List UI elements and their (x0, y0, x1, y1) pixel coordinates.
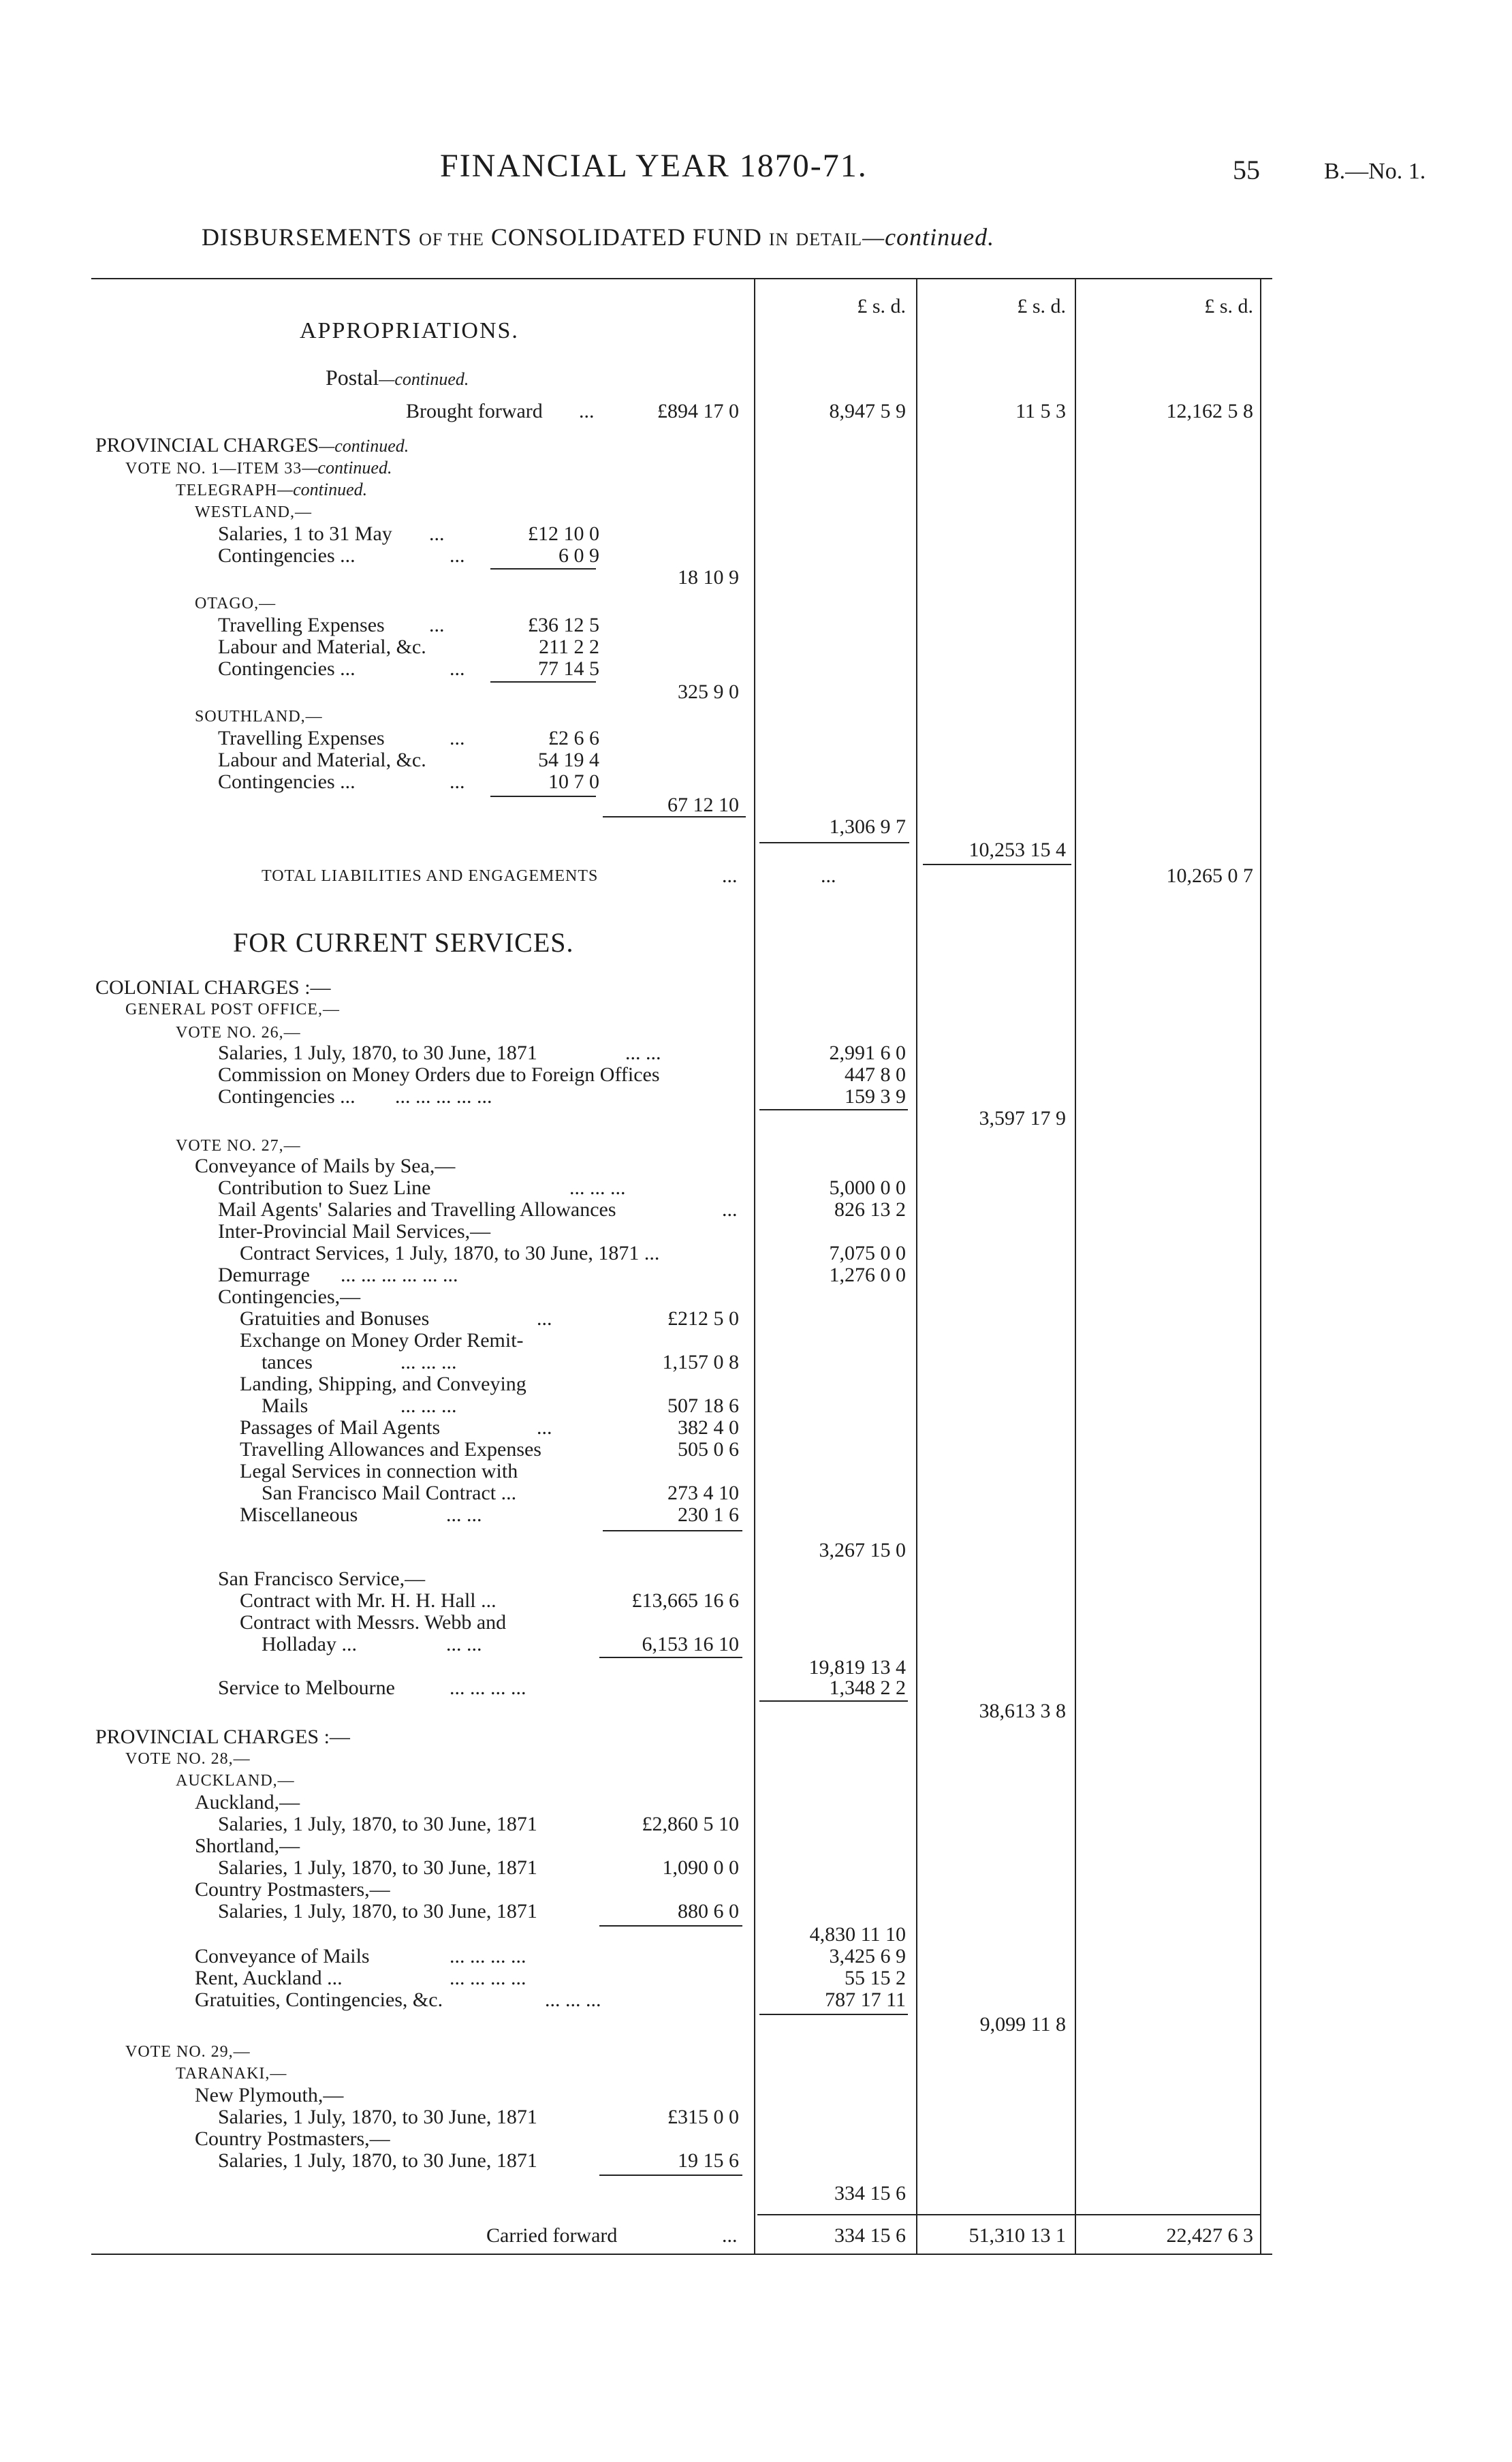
page-title: FINANCIAL YEAR 1870-71. (440, 148, 868, 184)
subtitle-of: OF THE (419, 230, 484, 249)
country-postmasters-heading: Country Postmasters,— (195, 1878, 390, 1901)
otago-labour-label: Labour and Material, &c. (218, 636, 426, 658)
carried-forward-col2: 51,310 13 1 (968, 2224, 1066, 2247)
mail-agents-dots: ... (722, 1198, 738, 1221)
v26-total: 3,597 17 9 (979, 1107, 1066, 1129)
vote-1-label: VOTE NO. 1—ITEM 33 (125, 460, 302, 478)
new-plymouth-salaries-value: £315 0 0 (667, 2106, 739, 2128)
melbourne-dots: ... ... ... ... (450, 1677, 526, 1699)
auckland-district-heading: AUCKLAND,— (176, 1772, 295, 1790)
column-rule-2 (916, 278, 917, 2254)
miscellaneous-label: Miscellaneous (240, 1503, 358, 1526)
conveyance-value: 3,425 6 9 (829, 1945, 906, 1967)
taranaki-subtotal: 334 15 6 (834, 2182, 906, 2204)
table-bottom-rule (91, 2254, 1272, 2255)
taranaki-country-salaries-label: Salaries, 1 July, 1870, to 30 June, 1871 (218, 2149, 537, 2172)
legal-value: 273 4 10 (667, 1482, 739, 1504)
rent-label: Rent, Auckland ... (195, 1967, 343, 1989)
subtitle-fund: CONSOLIDATED FUND (490, 223, 762, 251)
otago-rule (490, 681, 596, 683)
san-francisco-heading: San Francisco Service,— (218, 1568, 426, 1590)
auckland-subtotal: 4,830 11 10 (809, 1923, 906, 1946)
passages-dots: ... (537, 1416, 552, 1439)
v26-contingencies-dots: ... ... ... ... ... (395, 1085, 492, 1108)
westland-salaries-label: Salaries, 1 to 31 May (218, 523, 392, 545)
v27-rule (759, 1700, 908, 1702)
brought-forward-col1: 8,947 5 9 (829, 400, 906, 422)
suez-label: Contribution to Suez Line (218, 1177, 431, 1199)
carried-forward-rule (757, 2214, 1260, 2215)
travelling-allowances-value: 505 0 6 (678, 1438, 739, 1461)
legal-label-1: Legal Services in connection with (240, 1460, 518, 1482)
colonial-charges-heading: COLONIAL CHARGES :— (95, 976, 331, 999)
passages-value: 382 4 0 (678, 1416, 739, 1439)
otago-travelling-value: £36 12 5 (528, 614, 599, 636)
v28-rule (759, 2014, 908, 2015)
vote-1-heading (125, 456, 392, 480)
postal-label: Postal (326, 365, 379, 390)
conveyance-label: Conveyance of Mails (195, 1945, 370, 1967)
gratuities-contingencies-dots: ... ... ... (545, 1989, 601, 2011)
country-salaries-value: 880 6 0 (678, 1900, 739, 1922)
auckland-heading: Auckland,— (195, 1791, 300, 1813)
provincial-total-col1: 1,306 9 7 (829, 815, 906, 838)
vote-28-heading: VOTE NO. 28,— (125, 1750, 251, 1768)
otago-contingencies-value: 77 14 5 (538, 657, 599, 680)
contract-services-label: Contract Services, 1 July, 1870, to 30 June, 1871 ... (240, 1242, 660, 1264)
provincial-continued: —continued. (319, 436, 409, 456)
current-services-heading: FOR CURRENT SERVICES. (233, 927, 574, 958)
country-salaries-label: Salaries, 1 July, 1870, to 30 June, 1871 (218, 1900, 537, 1922)
conveyance-dots: ... ... ... ... (450, 1945, 526, 1967)
gpo-heading: GENERAL POST OFFICE,— (125, 1001, 341, 1018)
postal-heading (326, 367, 469, 390)
southland-travelling-value: £2 6 6 (548, 727, 599, 749)
hall-contract-value: £13,665 16 6 (631, 1589, 739, 1612)
column-rule-1 (754, 278, 755, 2254)
vote-26-heading (176, 1020, 301, 1044)
vote-27-heading (176, 1134, 301, 1157)
demurrage-dots: ... ... ... ... ... ... (341, 1264, 458, 1286)
westland-salaries-dots: ... (429, 523, 445, 545)
rent-value: 55 15 2 (845, 1967, 906, 1989)
postal-continued: —continued. (379, 369, 469, 389)
subtitle (202, 223, 995, 251)
sea-mails-heading: Conveyance of Mails by Sea,— (195, 1155, 456, 1177)
otago-total: 325 9 0 (678, 681, 739, 703)
webb-contract-label-1: Contract with Messrs. Webb and (240, 1611, 507, 1634)
contract-services-value: 7,075 0 0 (829, 1242, 906, 1264)
column-rule-4 (1260, 278, 1261, 2254)
table-top-rule (91, 278, 1272, 279)
mail-agents-value: 826 13 2 (834, 1198, 906, 1221)
travelling-allowances-label: Travelling Allowances and Expenses (240, 1438, 541, 1461)
v27-total: 38,613 3 8 (979, 1700, 1066, 1722)
westland-rule (490, 568, 596, 570)
vote-27-label: VOTE NO. 27,— (176, 1137, 301, 1155)
auckland-rule (599, 1925, 742, 1927)
gratuities-dots: ... (537, 1307, 552, 1330)
telegraph-heading (176, 478, 367, 501)
subtitle-continued: —continued. (862, 223, 995, 251)
vote-26-label: VOTE NO. 26,— (176, 1024, 301, 1042)
westland-contingencies-label: Contingencies ... (218, 544, 356, 567)
column-header-2: £ s. d. (1017, 295, 1066, 317)
provincial-total-rule (759, 842, 909, 843)
southland-contingencies-label: Contingencies ... (218, 770, 356, 793)
exchange-value: 1,157 0 8 (662, 1351, 739, 1373)
telegraph-subtotal-rule (603, 816, 746, 817)
column-rule-3 (1075, 278, 1076, 2254)
miscellaneous-value: 230 1 6 (678, 1503, 739, 1526)
san-francisco-rule (599, 1657, 742, 1658)
westland-contingencies-dots: ... (450, 544, 465, 567)
mail-agents-label: Mail Agents' Salaries and Travelling Allowances (218, 1198, 616, 1221)
landing-label-2: Mails (262, 1394, 309, 1417)
hall-contract-label: Contract with Mr. H. H. Hall ... (240, 1589, 497, 1612)
v26-commission-value: 447 8 0 (845, 1063, 906, 1086)
v26-salaries-label: Salaries, 1 July, 1870, to 30 June, 1871 (218, 1042, 537, 1064)
taranaki-country-salaries-value: 19 15 6 (678, 2149, 739, 2172)
southland-contingencies-dots: ... (450, 770, 465, 793)
brought-forward-dots: ... (579, 400, 595, 422)
subtitle-detail: DETAIL (796, 230, 863, 249)
gratuities-contingencies-value: 787 17 11 (825, 1989, 906, 2011)
landing-dots: ... ... ... (400, 1394, 457, 1417)
auckland-salaries-value: £2,860 5 10 (642, 1813, 739, 1835)
carried-forward-col3: 22,427 6 3 (1166, 2224, 1253, 2247)
total-liabilities-label: TOTAL LIABILITIES AND ENGAGEMENTS (262, 867, 599, 885)
appropriations-heading: APPROPRIATIONS. (300, 318, 519, 343)
otago-heading: OTAGO,— (195, 595, 277, 612)
subtitle-in: IN (768, 230, 789, 249)
otago-travelling-dots: ... (429, 614, 445, 636)
inter-provincial-heading: Inter-Provincial Mail Services,— (218, 1220, 491, 1243)
paper-reference: B.—No. 1. (1324, 159, 1426, 184)
otago-contingencies-dots: ... (450, 657, 465, 680)
shortland-salaries-label: Salaries, 1 July, 1870, to 30 June, 1871 (218, 1856, 537, 1879)
auckland-salaries-label: Salaries, 1 July, 1870, to 30 June, 1871 (218, 1813, 537, 1835)
westland-contingencies-value: 6 0 9 (558, 544, 599, 567)
westland-salaries-value: £12 10 0 (528, 523, 599, 545)
demurrage-label: Demurrage (218, 1264, 310, 1286)
vote-1-continued: —continued. (302, 458, 392, 478)
landing-label-1: Landing, Shipping, and Conveying (240, 1373, 526, 1395)
total-liabilities-col3: 10,265 0 7 (1166, 864, 1253, 887)
brought-forward-inner: £894 17 0 (657, 400, 739, 422)
v26-salaries-dots: ... ... (625, 1042, 661, 1064)
contingencies-heading: Contingencies,— (218, 1285, 361, 1308)
webb-contract-label-2: Holladay ... (262, 1633, 357, 1655)
otago-travelling-label: Travelling Expenses (218, 614, 385, 636)
demurrage-value: 1,276 0 0 (829, 1264, 906, 1286)
provincial-total-col2: 10,253 15 4 (968, 839, 1066, 861)
total-liabilities-rule-col2 (923, 864, 1071, 865)
san-francisco-total: 19,819 13 4 (808, 1656, 906, 1679)
melbourne-label: Service to Melbourne (218, 1677, 395, 1699)
rent-dots: ... ... ... ... (450, 1967, 526, 1989)
suez-value: 5,000 0 0 (829, 1177, 906, 1199)
brought-forward-col3: 12,162 5 8 (1166, 400, 1253, 422)
westland-total: 18 10 9 (678, 566, 739, 589)
contingencies-rule (603, 1530, 742, 1531)
southland-travelling-dots: ... (450, 727, 465, 749)
telegraph-continued: —continued. (277, 480, 368, 499)
southland-rule (490, 796, 596, 797)
telegraph-label: TELEGRAPH (176, 482, 277, 499)
southland-contingencies-value: 10 7 0 (548, 770, 599, 793)
taranaki-heading: TARANAKI,— (176, 2065, 287, 2083)
exchange-label-1: Exchange on Money Order Remit- (240, 1329, 524, 1352)
melbourne-value: 1,348 2 2 (829, 1677, 906, 1699)
southland-labour-label: Labour and Material, &c. (218, 749, 426, 771)
provincial-charges-current-heading: PROVINCIAL CHARGES :— (95, 1726, 350, 1748)
exchange-label-2: tances (262, 1351, 313, 1373)
gratuities-value: £212 5 0 (667, 1307, 739, 1330)
shortland-heading: Shortland,— (195, 1835, 300, 1857)
southland-total: 67 12 10 (667, 794, 739, 816)
exchange-dots: ... ... ... (400, 1351, 457, 1373)
v28-total: 9,099 11 8 (979, 2013, 1066, 2036)
otago-contingencies-label: Contingencies ... (218, 657, 356, 680)
passages-label: Passages of Mail Agents (240, 1416, 441, 1439)
taranaki-country-heading: Country Postmasters,— (195, 2128, 390, 2150)
v26-contingencies-value: 159 3 9 (845, 1085, 906, 1108)
westland-heading: WESTLAND,— (195, 503, 312, 521)
brought-forward-col2: 11 5 3 (1015, 400, 1066, 422)
carried-forward-dots: ... (722, 2224, 738, 2247)
miscellaneous-dots: ... ... (446, 1503, 482, 1526)
legal-label-2: San Francisco Mail Contract ... (262, 1482, 517, 1504)
new-plymouth-salaries-label: Salaries, 1 July, 1870, to 30 June, 1871 (218, 2106, 537, 2128)
webb-contract-value: 6,153 16 10 (642, 1633, 739, 1655)
gratuities-label: Gratuities and Bonuses (240, 1307, 430, 1330)
contingencies-total: 3,267 15 0 (819, 1539, 906, 1561)
brought-forward-label: Brought forward (406, 400, 543, 422)
southland-heading: SOUTHLAND,— (195, 708, 323, 726)
provincial-charges-heading (95, 435, 409, 457)
carried-forward-col1: 334 15 6 (834, 2224, 906, 2247)
southland-labour-value: 54 19 4 (538, 749, 599, 771)
v26-rule (759, 1109, 908, 1110)
southland-travelling-label: Travelling Expenses (218, 727, 385, 749)
suez-dots: ... ... ... (569, 1177, 626, 1199)
subtitle-disbursements: DISBURSEMENTS (202, 223, 413, 251)
landing-value: 507 18 6 (667, 1394, 739, 1417)
provincial-label: PROVINCIAL CHARGES (95, 434, 319, 456)
v26-commission-label: Commission on Money Orders due to Foreign Offices (218, 1063, 660, 1086)
taranaki-rule (599, 2175, 742, 2176)
shortland-salaries-value: 1,090 0 0 (662, 1856, 739, 1879)
webb-contract-dots: ... ... (446, 1633, 482, 1655)
new-plymouth-heading: New Plymouth,— (195, 2084, 344, 2106)
vote-29-heading: VOTE NO. 29,— (125, 2043, 251, 2061)
total-liabilities-col1: ... (821, 864, 836, 887)
column-header-3: £ s. d. (1204, 295, 1253, 317)
otago-labour-value: 211 2 2 (539, 636, 599, 658)
carried-forward-label: Carried forward (486, 2224, 618, 2247)
total-liabilities-dots: ... (722, 864, 738, 887)
page-number: 55 (1233, 155, 1260, 185)
v26-contingencies-label: Contingencies ... (218, 1085, 356, 1108)
gratuities-contingencies-label: Gratuities, Contingencies, &c. (195, 1989, 443, 2011)
column-header-1: £ s. d. (857, 295, 906, 317)
v26-salaries-value: 2,991 6 0 (829, 1042, 906, 1064)
